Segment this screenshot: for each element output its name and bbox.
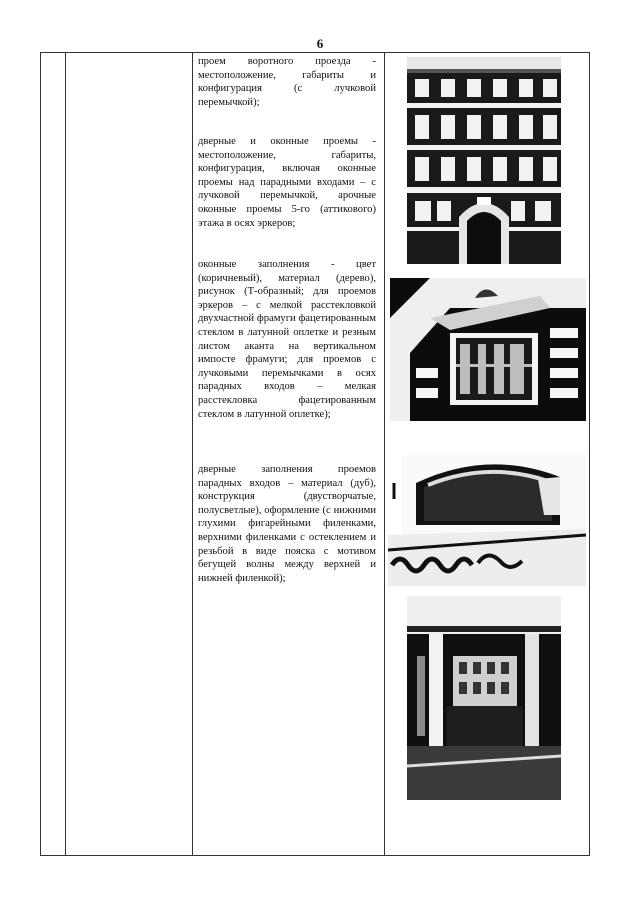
table-column-divider	[40, 52, 41, 856]
table-bottom-border	[40, 855, 590, 856]
subject-item-window-fillings: оконные заполнения - цвет (коричневый), материал (дерево), рисунок (Т-образный; для проемов эркеров – с мелкой расстекловкой двухчастной фрамуги фацетированным стеклом в латунной оплетке и резным листом аканта на вертикальном импосте фрамуги; для проемов с лучковыми перемычками в осях парадных входов – мелкая расстекловка фацетированным стеклом в латунной оплетке);	[198, 259, 376, 420]
subject-item-door-window-openings: дверные и оконные проемы - местоположение, габариты, конфигурация, включая оконные проемы над парадными входами – с лучковой перемычкой, арочные оконные проемы 5-го (аттикового) этажа в осях эркеров;	[198, 136, 376, 229]
entrance-columns-photo	[407, 596, 561, 800]
arched-window-photo	[388, 455, 586, 586]
facade-photo	[407, 57, 561, 264]
table-column-divider	[65, 52, 66, 856]
subject-item-gate-opening: проем воротного проезда - местоположение, габариты и конфигурация (с лучковой перемычкой);	[198, 56, 376, 108]
page-number: 6	[316, 36, 324, 51]
subject-item-door-fillings: дверные заполнения проемов парадных входов – материал (дуб), конструкция (двустворчатые, полусветлые), оформление (с нижними глухими фигарейными филенками, верхними филенками с остеклением и резьбой в виде пояска с мотивом бегущей волны между верхней и нижней филенкой);	[198, 464, 376, 584]
table-column-divider	[589, 52, 590, 856]
table-column-divider	[192, 52, 193, 856]
table-column-divider	[384, 52, 385, 856]
bay-window-photo	[390, 278, 586, 421]
table-top-border	[40, 52, 590, 53]
